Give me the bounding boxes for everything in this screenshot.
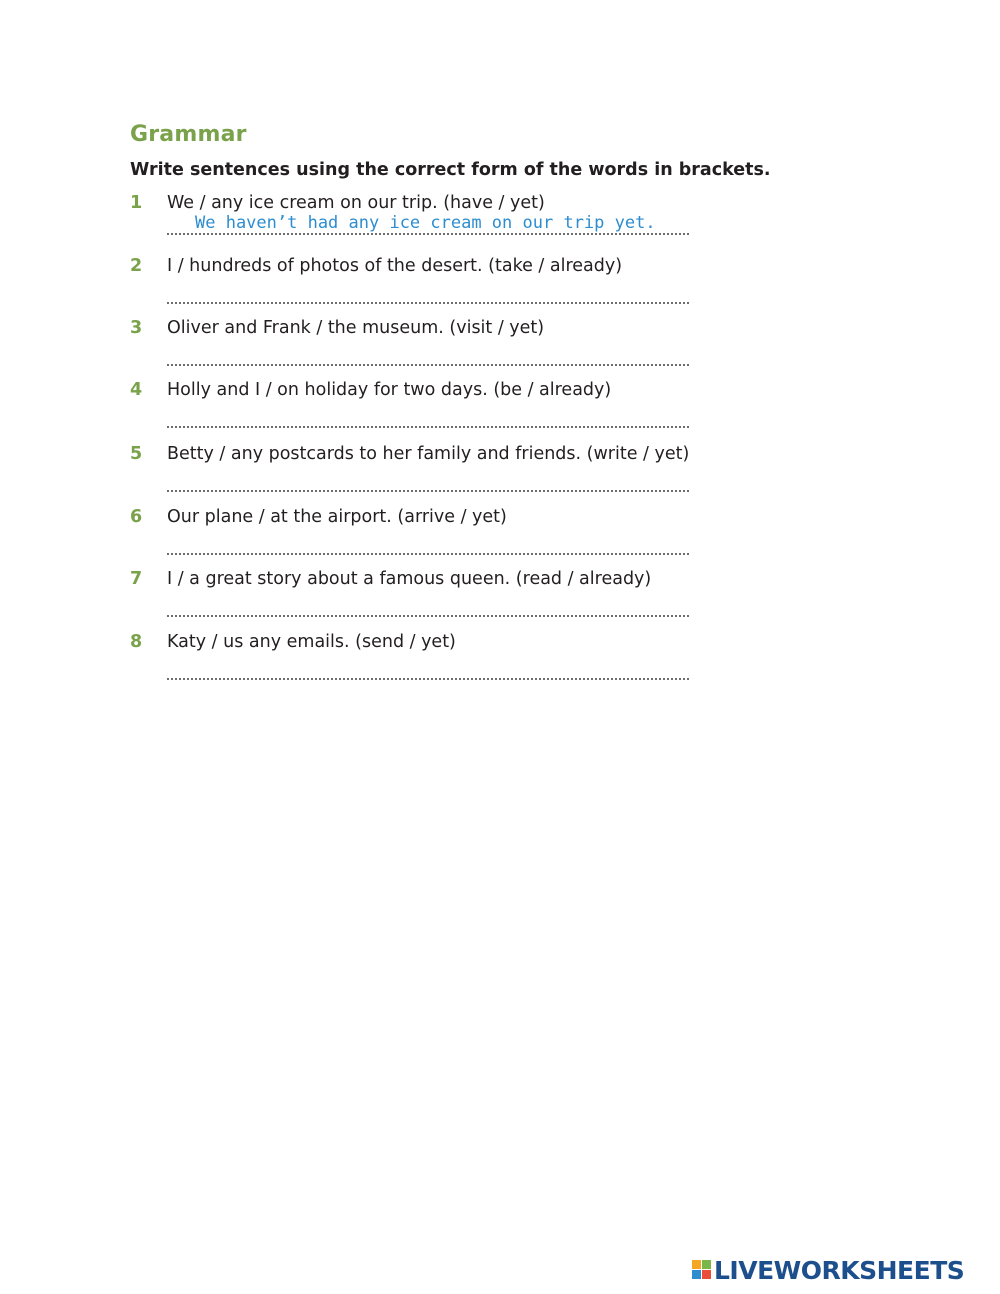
- question-number: 7: [130, 569, 143, 589]
- question-prompt: I / a great story about a famous queen. (read / already): [167, 569, 652, 589]
- section-heading: Grammar: [130, 122, 247, 147]
- answer-field[interactable]: [167, 605, 689, 617]
- question-1: [130, 193, 750, 253]
- question-prompt: We / any ice cream on our trip. (have / yet): [167, 193, 545, 213]
- question-5: [130, 444, 750, 504]
- answer-field[interactable]: [167, 480, 689, 492]
- question-prompt: Betty / any postcards to her family and friends. (write / yet): [167, 444, 690, 464]
- question-8: [130, 632, 750, 692]
- question-6: [130, 507, 750, 567]
- answer-field[interactable]: [167, 668, 689, 680]
- question-number: 1: [130, 193, 143, 213]
- question-prompt: Oliver and Frank / the museum. (visit / yet): [167, 318, 545, 338]
- question-prompt: I / hundreds of photos of the desert. (take / already): [167, 256, 623, 276]
- question-2: [130, 256, 750, 316]
- brand-name: LIVEWORKSHEETS: [714, 1255, 965, 1285]
- question-number: 5: [130, 444, 143, 464]
- question-number: 4: [130, 380, 143, 400]
- question-number: 3: [130, 318, 143, 338]
- instructions: Write sentences using the correct form of the words in brackets.: [130, 160, 771, 180]
- liveworksheets-logo-icon: [692, 1260, 712, 1280]
- question-7: [130, 569, 750, 629]
- question-4: [130, 380, 750, 440]
- answer-field[interactable]: [167, 416, 689, 428]
- answer-field[interactable]: [167, 292, 689, 304]
- question-number: 8: [130, 632, 143, 652]
- answer-field[interactable]: [167, 354, 689, 366]
- answer-field[interactable]: [167, 543, 689, 555]
- question-prompt: Katy / us any emails. (send / yet): [167, 632, 456, 652]
- question-prompt: Holly and I / on holiday for two days. (be / already): [167, 380, 612, 400]
- question-number: 2: [130, 256, 143, 276]
- question-prompt: Our plane / at the airport. (arrive / yet): [167, 507, 507, 527]
- question-3: [130, 318, 750, 378]
- question-number: 6: [130, 507, 143, 527]
- answer-text: We haven’t had any ice cream on our trip yet.: [195, 213, 656, 233]
- brand-logo: [692, 1255, 964, 1285]
